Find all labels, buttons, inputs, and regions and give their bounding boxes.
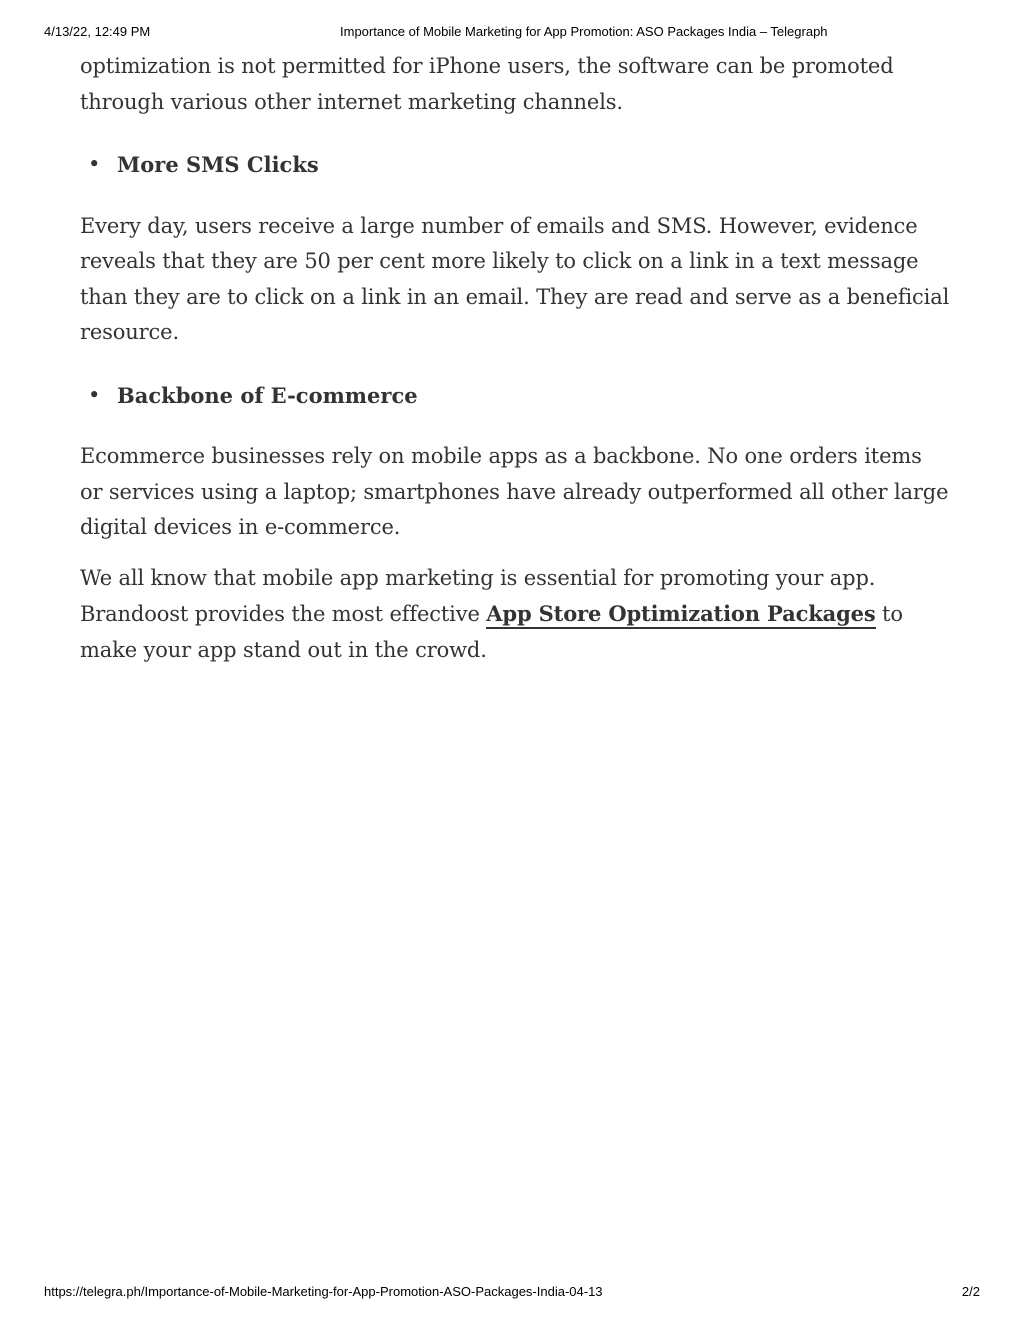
closing-paragraph — [80, 561, 950, 669]
article-body — [80, 48, 950, 668]
bullet-item-ecommerce — [80, 378, 950, 414]
sms-paragraph: Every day, users receive a large number of emails and SMS. However, evidence reveals that they are 50 per cent more likely to click on a link in a text message than they are to click on a link in an email. They are read and serve as a beneficial resource. — [80, 213, 950, 344]
print-footer — [44, 1284, 980, 1302]
print-page-number: 2/2 — [961, 1284, 980, 1299]
closing-text-before-link: We all know that mobile app marketing is essential for promoting your app. Brandoost provides the most effective — [80, 565, 876, 626]
print-timestamp: 4/13/22, 12:49 PM — [44, 24, 151, 39]
bullet-icon: • — [88, 152, 101, 176]
bullet-item-sms-clicks — [80, 147, 950, 183]
print-page-url: https://telegra.ph/Importance-of-Mobile-Marketing-for-App-Promotion-ASO-Packages-India-04-13 — [44, 1284, 603, 1299]
closing-text-after-link: to make your app stand out in the crowd. — [80, 602, 903, 662]
bullet-label: More SMS Clicks — [117, 152, 319, 177]
intro-paragraph: optimization is not permitted for iPhone users, the software can be promoted through various other internet marketing channels. — [80, 54, 894, 114]
aso-packages-link[interactable]: App Store Optimization Packages — [486, 601, 875, 629]
bullet-label: Backbone of E-commerce — [117, 382, 418, 408]
bullet-icon: • — [88, 382, 101, 407]
ecommerce-paragraph: Ecommerce businesses rely on mobile apps as a backbone. No one orders items or services using a laptop; smartphones have already outperformed all other large digital devices in e-commerce. — [80, 444, 949, 539]
print-header — [44, 24, 980, 42]
print-page-title: Importance of Mobile Marketing for App Promotion: ASO Packages India – Telegraph — [340, 24, 828, 39]
